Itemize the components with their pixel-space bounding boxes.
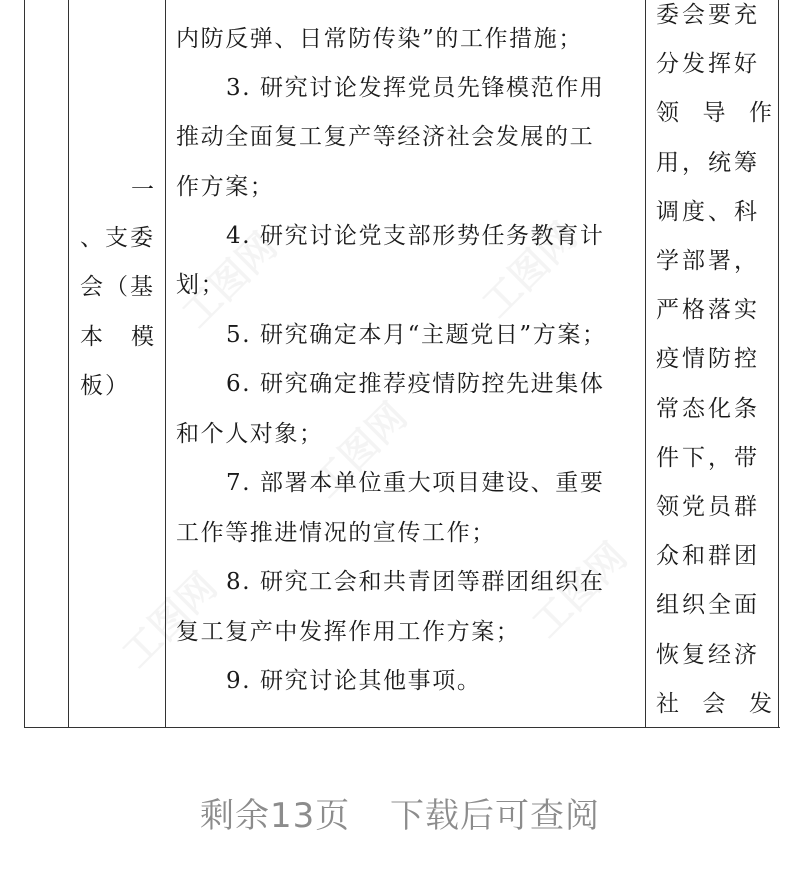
content-line: 内防反弹、日常防传染”的工作措施； bbox=[176, 26, 583, 52]
role-line: 组织全面 bbox=[656, 592, 760, 619]
category-line: 会（基 bbox=[80, 274, 155, 300]
role-line: 严格落实 bbox=[656, 297, 760, 324]
remaining-pages-text: 剩余13页 bbox=[199, 796, 351, 836]
content-line: 划； bbox=[176, 272, 226, 298]
role-char: 发 bbox=[749, 690, 772, 717]
table-border-left bbox=[24, 0, 25, 727]
role-line: 领党员群 bbox=[656, 494, 760, 520]
content-line: 6. 研究确定推荐疫情防控先进集体 bbox=[226, 371, 605, 397]
role-line: 学部署， bbox=[656, 248, 760, 274]
content-line: 5. 研究确定本月“主题党日”方案； bbox=[226, 322, 607, 348]
content-line: 复工复产中发挥作用工作方案； bbox=[176, 619, 521, 645]
content-cell bbox=[166, 0, 644, 727]
role-line: 调度、科 bbox=[656, 198, 760, 225]
role-line bbox=[656, 88, 772, 138]
role-line: 委会要充 bbox=[656, 2, 760, 28]
role-char: 会 bbox=[702, 690, 726, 717]
content-line: 9. 研究讨论其他事项。 bbox=[226, 668, 482, 694]
role-line: 分发挥好 bbox=[656, 51, 760, 78]
role-line: 疫情防控 bbox=[656, 346, 760, 373]
download-hint-text: 下载后可查阅 bbox=[390, 796, 601, 836]
content-line: 和个人对象； bbox=[176, 421, 324, 447]
role-line: 恢复经济 bbox=[656, 641, 760, 668]
content-line: 推动全面复工复产等经济社会发展的工 bbox=[176, 124, 595, 150]
content-line: 4. 研究讨论党支部形势任务教育计 bbox=[226, 223, 605, 249]
role-char: 导 bbox=[702, 100, 726, 127]
content-line: 3. 研究讨论发挥党员先锋模范作用 bbox=[226, 75, 605, 101]
category-line: 一 bbox=[131, 177, 156, 203]
category-line: 、支委 bbox=[80, 225, 155, 251]
content-line: 工作等推进情况的宣传工作； bbox=[176, 520, 496, 546]
role-line: 众和群团 bbox=[656, 543, 760, 570]
category-char: 模 bbox=[131, 324, 156, 350]
role-cell bbox=[646, 0, 780, 727]
role-char: 作 bbox=[749, 100, 772, 127]
role-char: 社 bbox=[656, 690, 679, 717]
role-line bbox=[656, 679, 772, 727]
role-char: 领 bbox=[656, 100, 679, 127]
footer-notice bbox=[0, 788, 800, 837]
category-line: 板） bbox=[80, 373, 130, 399]
category-line bbox=[80, 312, 156, 362]
content-line: 作方案； bbox=[176, 174, 275, 200]
category-cell bbox=[68, 0, 164, 727]
document-table bbox=[24, 0, 780, 728]
role-line: 件下，带 bbox=[656, 444, 760, 471]
category-char: 本 bbox=[80, 324, 105, 350]
role-line: 用，统筹 bbox=[656, 149, 760, 176]
content-line: 8. 研究工会和共青团等群团组织在 bbox=[226, 569, 605, 595]
role-line: 常态化条 bbox=[656, 395, 760, 422]
content-line: 7. 部署本单位重大项目建设、重要 bbox=[226, 470, 605, 496]
